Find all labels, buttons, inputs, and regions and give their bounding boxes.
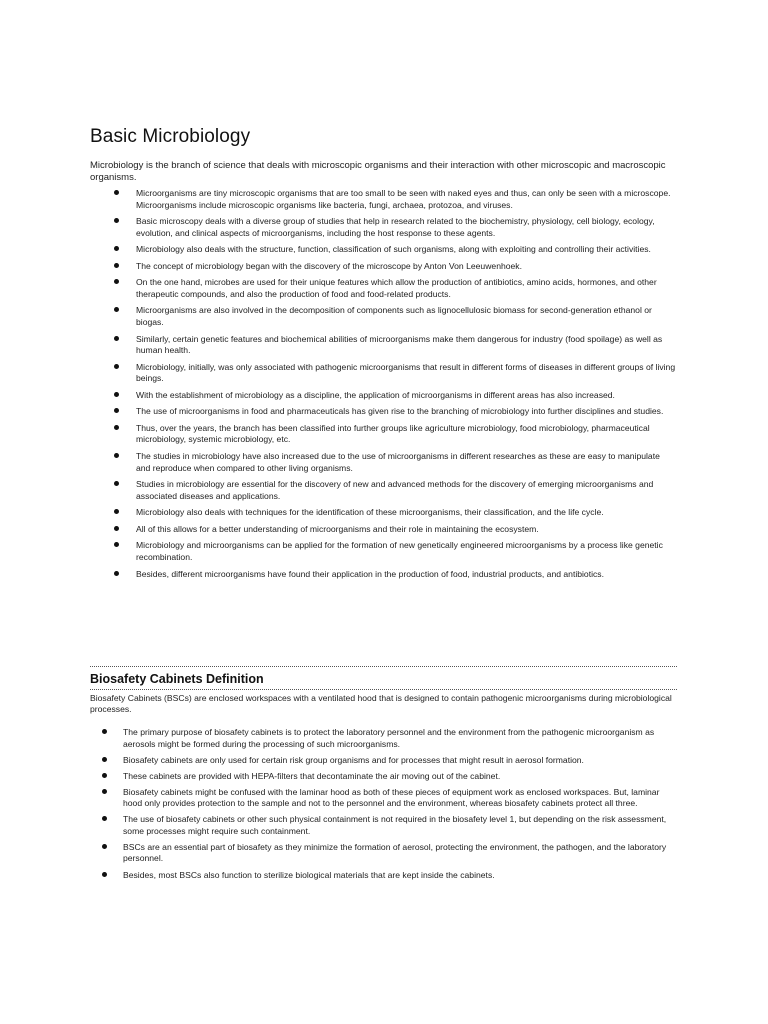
list-item xyxy=(136,334,676,357)
bullet-icon xyxy=(114,263,119,268)
list-item-text: With the establishment of microbiology as a discipline, the application of microorganisms in different areas has also increased. xyxy=(136,389,615,400)
list-item xyxy=(123,771,678,783)
page-title: Basic Microbiology xyxy=(90,126,251,147)
list-item xyxy=(136,524,676,536)
bullet-icon xyxy=(114,246,119,251)
list-item-text: Microbiology also deals with the structure, function, classification of such organisms, along with exploiting and controlling their activities. xyxy=(136,244,651,255)
list-item-text: Besides, different microorganisms have found their application in the production of food, industrial products, and antibiotics. xyxy=(136,568,604,579)
list-item-text: Basic microscopy deals with a diverse group of studies that help in research related to the biochemistry, physiology, cell biology, ecology, evolution, and clinical aspects of microorganisms, including the host response to these agents. xyxy=(136,216,655,238)
list-item-text: Besides, most BSCs also function to sterilize biological materials that are kept inside the cabinets. xyxy=(123,869,495,880)
list-item xyxy=(123,755,678,767)
bullet-icon xyxy=(114,509,119,514)
list-item xyxy=(136,569,676,581)
list-item-text: The primary purpose of biosafety cabinets is to protect the laboratory personnel and the environment from the pathogenic microorganism as aerosols might be formed during the processing of such microorganisms. xyxy=(123,727,655,749)
bullet-icon xyxy=(114,481,119,486)
bullet-icon xyxy=(114,218,119,223)
bullet-icon xyxy=(102,773,107,778)
bullet-icon xyxy=(114,571,119,576)
list-item-text: Thus, over the years, the branch has been classified into further groups like agriculture microbiology, food microbiology, pharmaceutical microbiology, systemic microbiology, etc. xyxy=(136,422,650,445)
microbiology-bullet-list xyxy=(136,188,676,585)
list-item xyxy=(123,870,678,882)
bullet-icon xyxy=(102,844,107,849)
list-item-text: Studies in microbiology are essential for the discovery of new and advanced methods for the discovery of emerging microorganisms and associated diseases and applications. xyxy=(136,479,654,501)
bullet-icon xyxy=(114,392,119,397)
list-item-text: The studies in microbiology have also increased due to the use of microorganisms in different researches as these are easy to manipulate and reproduce when compared to other living organisms. xyxy=(136,451,660,473)
list-item xyxy=(136,423,676,446)
list-item xyxy=(123,814,678,837)
section-heading: Biosafety Cabinets Definition xyxy=(90,672,264,686)
list-item-text: All of this allows for a better understanding of microorganisms and their role in maintaining the ecosystem. xyxy=(136,523,539,534)
list-item-text: The concept of microbiology began with the discovery of the microscope by Anton Von Leeuwenhoek. xyxy=(136,260,522,271)
bullet-icon xyxy=(114,190,119,195)
bullet-icon xyxy=(102,789,107,794)
bullet-icon xyxy=(114,425,119,430)
list-item xyxy=(136,451,676,474)
list-item-text: Microbiology and microorganisms can be applied for the formation of new genetically engineered microorganisms by a process like genetic recombination. xyxy=(136,540,663,562)
list-item xyxy=(136,244,676,256)
list-item xyxy=(136,362,676,385)
bullet-icon xyxy=(102,816,107,821)
list-item xyxy=(136,216,676,239)
list-item-text: Microbiology, initially, was only associated with pathogenic microorganisms that result in different forms of diseases in different groups of living beings. xyxy=(136,361,676,384)
list-item xyxy=(123,842,678,865)
list-item-text: The use of microorganisms in food and pharmaceuticals has given rise to the branching of microbiology into further disciplines and studies. xyxy=(136,406,664,417)
list-item xyxy=(136,305,676,328)
list-item-text: Microorganisms are also involved in the decomposition of components such as lignocellulosic biomass for second-generation ethanol or biogas. xyxy=(136,305,652,327)
list-item xyxy=(136,188,676,211)
list-item xyxy=(136,406,676,418)
list-item xyxy=(136,540,676,563)
section-intro-paragraph: Biosafety Cabinets (BSCs) are enclosed workspaces with a ventilated hood that is designed to contain pathogenic microorganisms during microbiological processes. xyxy=(90,693,672,714)
bullet-icon xyxy=(102,872,107,877)
bullet-icon xyxy=(114,453,119,458)
list-item xyxy=(136,277,676,300)
bullet-icon xyxy=(114,526,119,531)
list-item-text: Microorganisms are tiny microscopic organisms that are too small to be seen with naked eyes and thus, can only be seen with a microscope. Microorganisms include microscopic organisms like bacteria, fungi, archaea, protozoa, and viruses. xyxy=(136,188,671,210)
bullet-icon xyxy=(102,757,107,762)
list-item xyxy=(123,727,678,750)
list-item-text: Biosafety cabinets are only used for certain risk group organisms and for processes that might result in aerosol formation. xyxy=(123,754,584,765)
list-item xyxy=(136,507,676,519)
list-item xyxy=(123,787,678,810)
section-divider-top xyxy=(90,666,677,667)
list-item xyxy=(136,479,676,502)
list-item-text: BSCs are an essential part of biosafety as they minimize the formation of aerosol, protecting the environment, the pathogen, and the laboratory personnel. xyxy=(123,841,667,864)
list-item-text: These cabinets are provided with HEPA-filters that decontaminate the air moving out of the cabinet. xyxy=(123,770,501,781)
list-item-text: On the one hand, microbes are used for their unique features which allow the production of antibiotics, amino acids, hormones, and other therapeutic compounds, and also the production of food and food-related products. xyxy=(136,277,657,299)
bullet-icon xyxy=(114,542,119,547)
bullet-icon xyxy=(114,408,119,413)
biosafety-bullet-list xyxy=(123,727,678,886)
list-item-text: The use of biosafety cabinets or other such physical containment is not required in the biosafety level 1, but depending on the risk assessment, some processes might require such containment. xyxy=(123,814,667,836)
list-item-text: Biosafety cabinets might be confused with the laminar hood as both of these pieces of equipment work as enclosed workspaces. But, laminar hood only provides protection to the sample and not to the personnel and the environment, whereas biosafety cabinets protect all three. xyxy=(123,786,660,809)
bullet-icon xyxy=(114,364,119,369)
bullet-icon xyxy=(102,729,107,734)
bullet-icon xyxy=(114,336,119,341)
section-divider-bottom xyxy=(90,689,677,690)
list-item xyxy=(136,390,676,402)
bullet-icon xyxy=(114,307,119,312)
list-item-text: Similarly, certain genetic features and biochemical abilities of microorganisms make them dangerous for industry (food spoilage) as well as human health. xyxy=(136,333,663,356)
list-item-text: Microbiology also deals with techniques for the identification of these microorganisms, their classification, and the life cycle. xyxy=(136,507,604,518)
list-item xyxy=(136,261,676,273)
bullet-icon xyxy=(114,279,119,284)
intro-paragraph: Microbiology is the branch of science that deals with microscopic organisms and their interaction with other microscopic and macroscopic organisms. xyxy=(90,160,666,183)
